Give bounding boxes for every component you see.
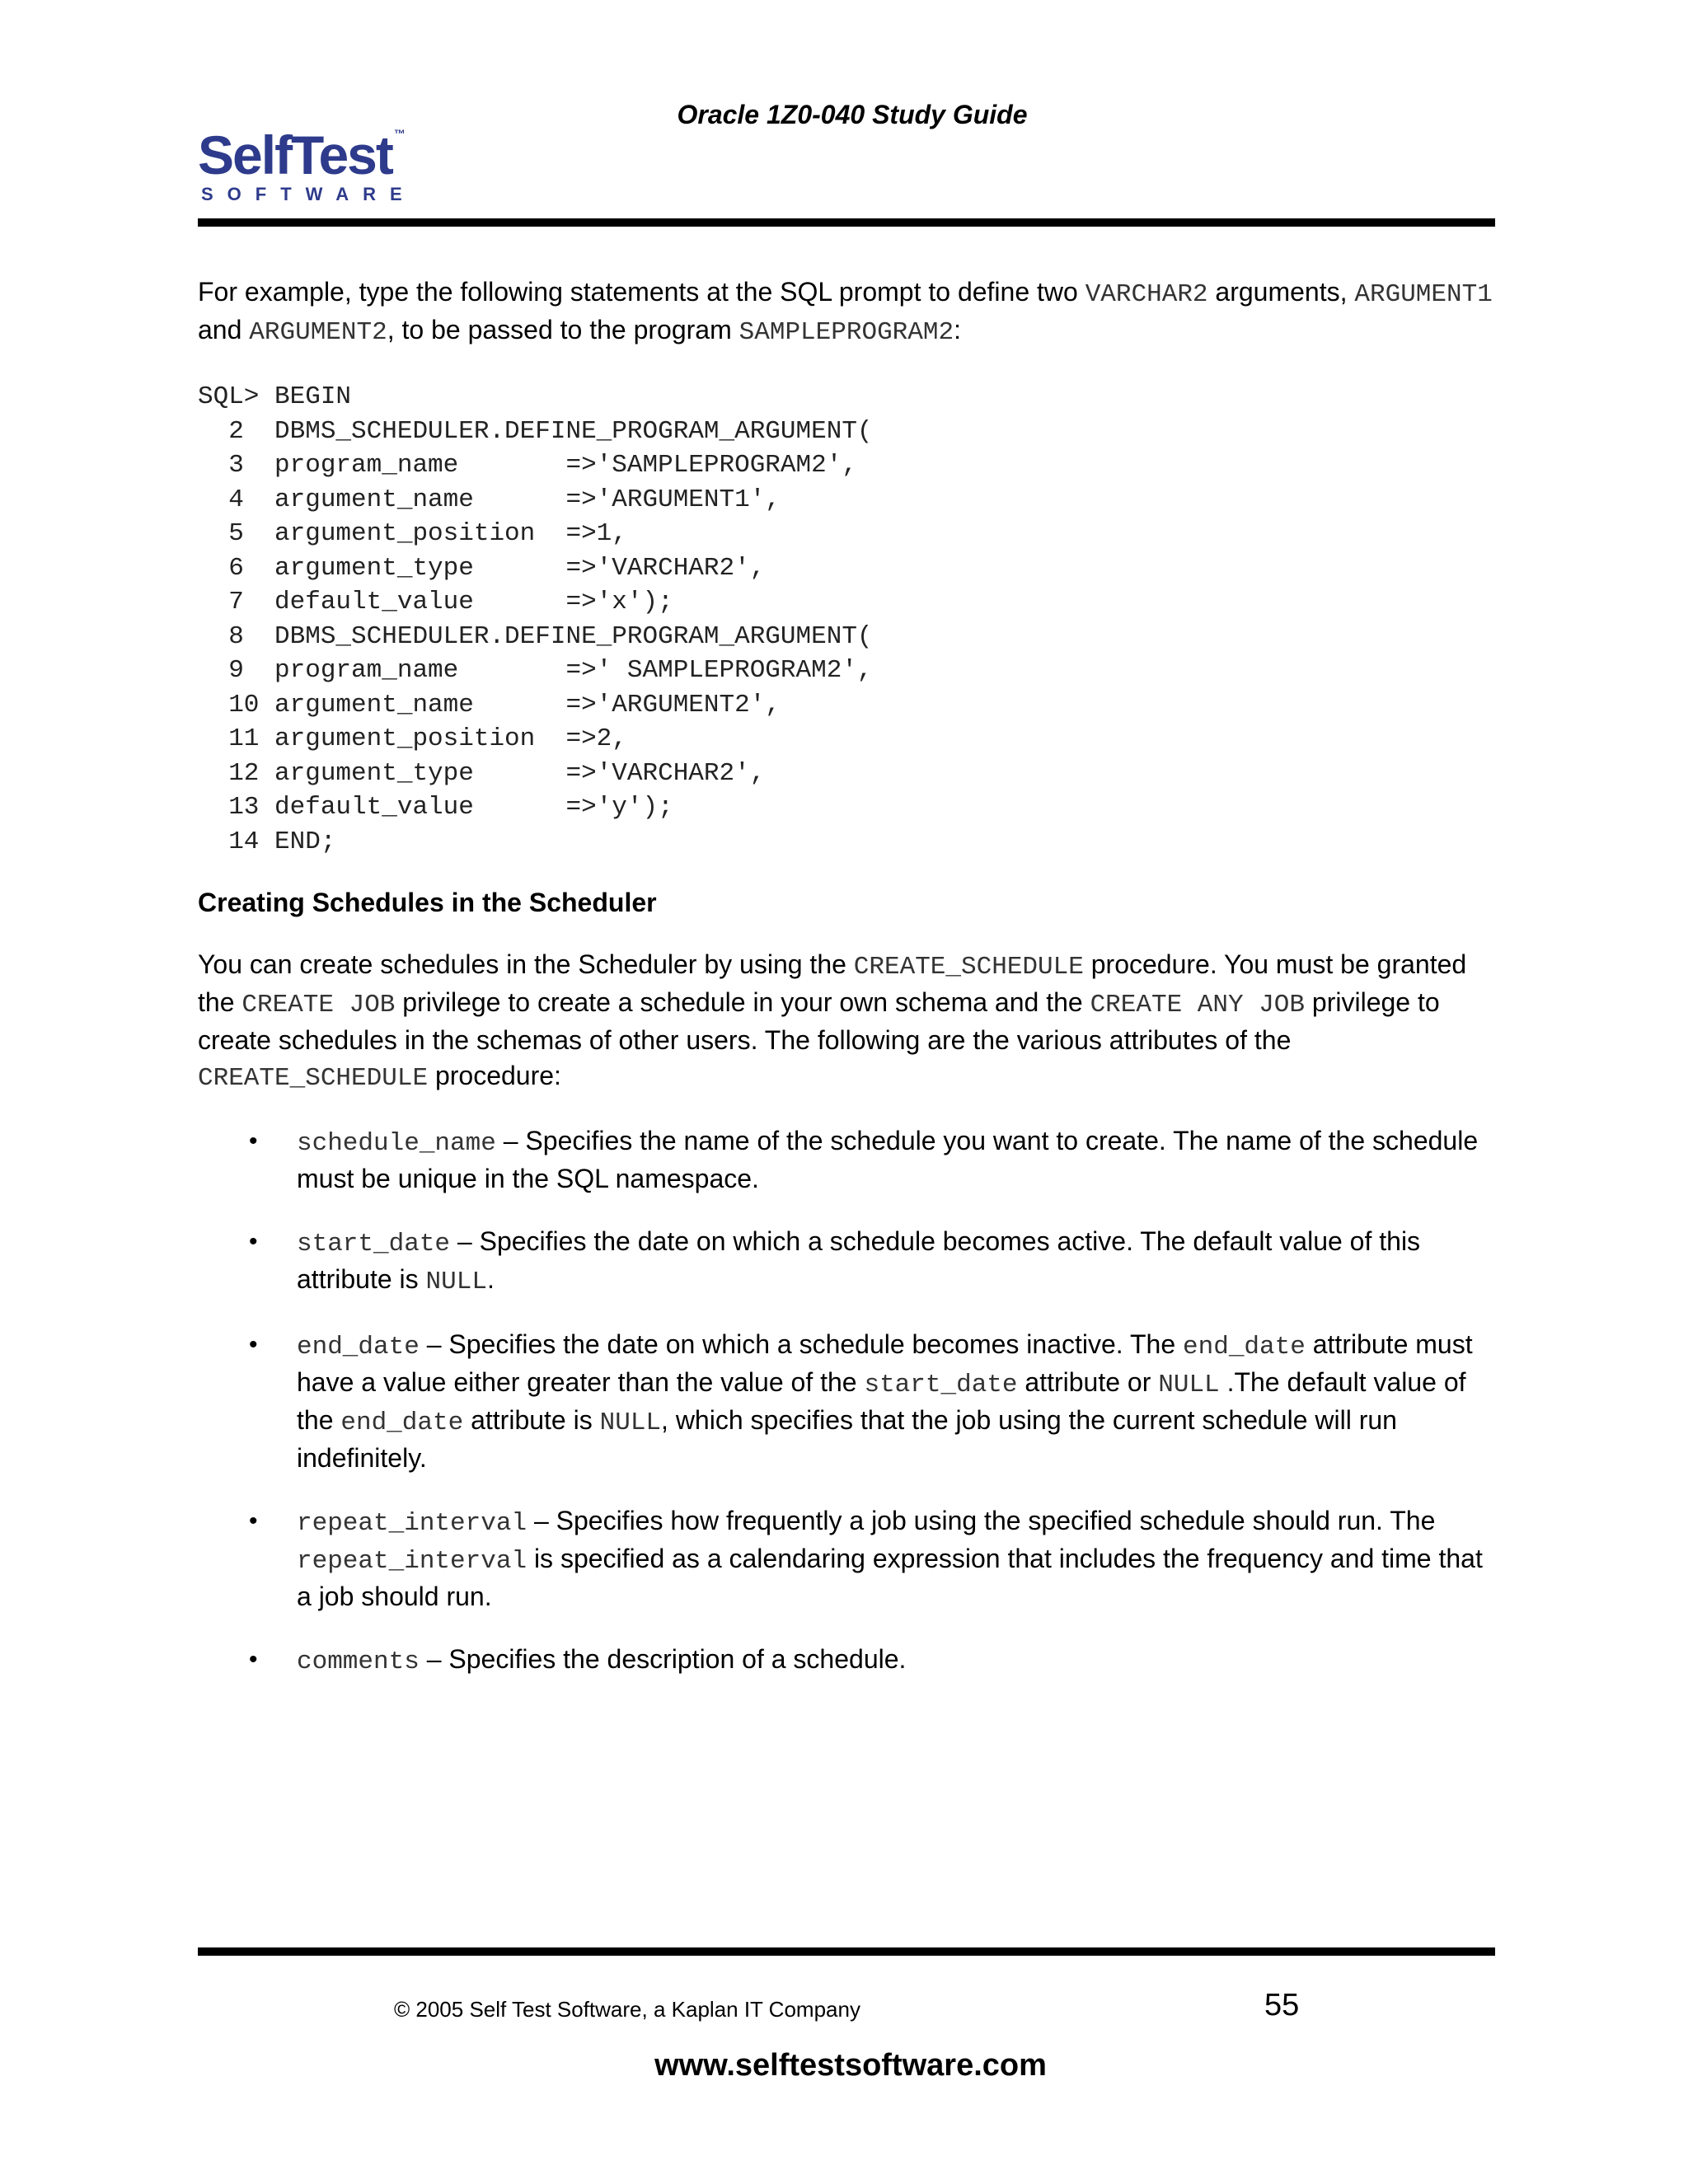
section-code-create-schedule: CREATE_SCHEDULE: [853, 953, 1084, 982]
intro-code-argument1: ARGUMENT1: [1354, 280, 1493, 309]
list-item-start-date: [198, 1224, 1500, 1300]
list-item-schedule-name: [198, 1123, 1500, 1197]
section-code-create-job: CREATE JOB: [241, 991, 396, 1019]
code-line: 10 argument_name =>'ARGUMENT2',: [198, 690, 781, 719]
intro-text-2: arguments,: [1207, 277, 1355, 307]
attr-code: start_date: [297, 1230, 451, 1258]
attr-code: NULL: [1158, 1371, 1220, 1399]
attr-code: end_date: [340, 1408, 464, 1437]
logo-wordmark: [198, 124, 416, 185]
code-line: 6 argument_type =>'VARCHAR2',: [198, 553, 766, 583]
page-number: 55: [1264, 1988, 1300, 2022]
attr-code: repeat_interval: [297, 1509, 528, 1538]
code-line: 14 END;: [198, 827, 336, 856]
section-text-5: procedure:: [428, 1061, 561, 1090]
section-text-3: privilege to create a schedule in your own schema and the: [395, 987, 1090, 1017]
bullet-icon: •: [249, 1507, 258, 1535]
selftest-logo: [198, 124, 416, 205]
code-line: SQL> BEGIN: [198, 382, 352, 411]
code-line: 7 default_value =>'x');: [198, 588, 673, 616]
code-line: 12 argument_type =>'VARCHAR2',: [198, 758, 766, 788]
attr-text: attribute must have a value either greater than the value of the: [297, 1329, 1473, 1397]
code-line: 3 program_name =>'SAMPLEPROGRAM2',: [198, 451, 857, 480]
attr-text: , which specifies that the job using the current schedule will run indefinitely.: [297, 1405, 1397, 1473]
code-line: 4 argument_name =>'ARGUMENT1',: [198, 485, 781, 514]
section-text-2: procedure. You must be granted the: [198, 949, 1467, 1017]
bullet-icon: •: [249, 1228, 258, 1255]
bullet-icon: •: [249, 1331, 258, 1358]
logo-trademark: ™: [393, 127, 404, 140]
page-header-title: Oracle 1Z0-040 Study Guide: [677, 100, 1028, 129]
attr-code: comments: [297, 1647, 420, 1676]
sql-code-block: [198, 380, 1500, 859]
list-item-end-date: [198, 1327, 1500, 1476]
list-item-comments: [198, 1642, 1500, 1680]
intro-code-argument2: ARGUMENT2: [249, 318, 387, 347]
attr-code: end_date: [297, 1333, 420, 1361]
attr-text: .The default value of the: [297, 1367, 1466, 1435]
code-line: 9 program_name =>' SAMPLEPROGRAM2',: [198, 656, 873, 685]
footer-divider: [198, 1947, 1495, 1956]
code-line: 11 argument_position =>2,: [198, 724, 627, 753]
bullet-icon: •: [249, 1127, 258, 1155]
attr-code: end_date: [1183, 1333, 1306, 1361]
intro-code-sampleprogram2: SAMPLEPROGRAM2: [738, 318, 954, 347]
attr-text: attribute is: [463, 1405, 600, 1435]
attr-text: – Specifies the name of the schedule you want to create. The name of the schedule must be unique in the SQL namespace.: [297, 1126, 1479, 1193]
logo-main-text: SelfTest: [198, 124, 392, 185]
code-line: 5 argument_position =>1,: [198, 519, 627, 548]
section-heading: Creating Schedules in the Scheduler: [198, 888, 657, 917]
attr-code: schedule_name: [297, 1129, 496, 1158]
section-code-create-schedule-2: CREATE_SCHEDULE: [198, 1064, 429, 1093]
section-text-4: privilege to create schedules in the schemas of other users. The following are the various attributes of the: [198, 987, 1440, 1055]
footer-copyright: © 2005 Self Test Software, a Kaplan IT Company: [394, 1997, 860, 2022]
attr-code: NULL: [425, 1268, 487, 1296]
attr-text: – Specifies the date on which a schedule becomes inactive. The: [419, 1329, 1184, 1359]
attr-text: .: [486, 1264, 495, 1294]
code-line: 8 DBMS_SCHEDULER.DEFINE_PROGRAM_ARGUMENT(: [198, 621, 873, 651]
attribute-list: [198, 1123, 1500, 1680]
page-content: [198, 274, 1500, 1707]
section-code-create-any-job: CREATE ANY JOB: [1090, 991, 1306, 1019]
list-item-repeat-interval: [198, 1503, 1500, 1615]
bullet-icon: •: [249, 1646, 258, 1673]
intro-text-5: :: [954, 315, 961, 344]
intro-paragraph: [198, 274, 1500, 350]
intro-code-varchar2: VARCHAR2: [1085, 280, 1208, 309]
attr-code: start_date: [864, 1371, 1018, 1399]
attr-text: attribute or: [1017, 1367, 1159, 1397]
code-line: 2 DBMS_SCHEDULER.DEFINE_PROGRAM_ARGUMENT(: [198, 416, 873, 446]
intro-text-1: For example, type the following statements at the SQL prompt to define two: [198, 277, 1085, 307]
code-line: 13 default_value =>'y');: [198, 793, 673, 822]
intro-text-4: , to be passed to the program: [387, 315, 739, 344]
attr-text: is specified as a calendaring expression that includes the frequency and time that a job should run.: [297, 1544, 1483, 1611]
attr-code: NULL: [599, 1408, 662, 1437]
attr-code: repeat_interval: [297, 1547, 528, 1576]
intro-text-3: and: [198, 315, 250, 344]
attr-text: – Specifies the date on which a schedule becomes active. The default value of this attribute is: [297, 1226, 1421, 1294]
section-paragraph: [198, 947, 1500, 1096]
logo-subtitle: SOFTWARE: [201, 184, 416, 204]
footer-website-link[interactable]: www.selftestsoftware.com: [654, 2048, 1047, 2083]
attr-text: – Specifies how frequently a job using the specified schedule should run. The: [527, 1506, 1436, 1535]
attr-text: – Specifies the description of a schedule.: [419, 1644, 907, 1674]
header-divider: [198, 218, 1495, 227]
section-text-1: You can create schedules in the Scheduler by using the: [198, 949, 854, 979]
